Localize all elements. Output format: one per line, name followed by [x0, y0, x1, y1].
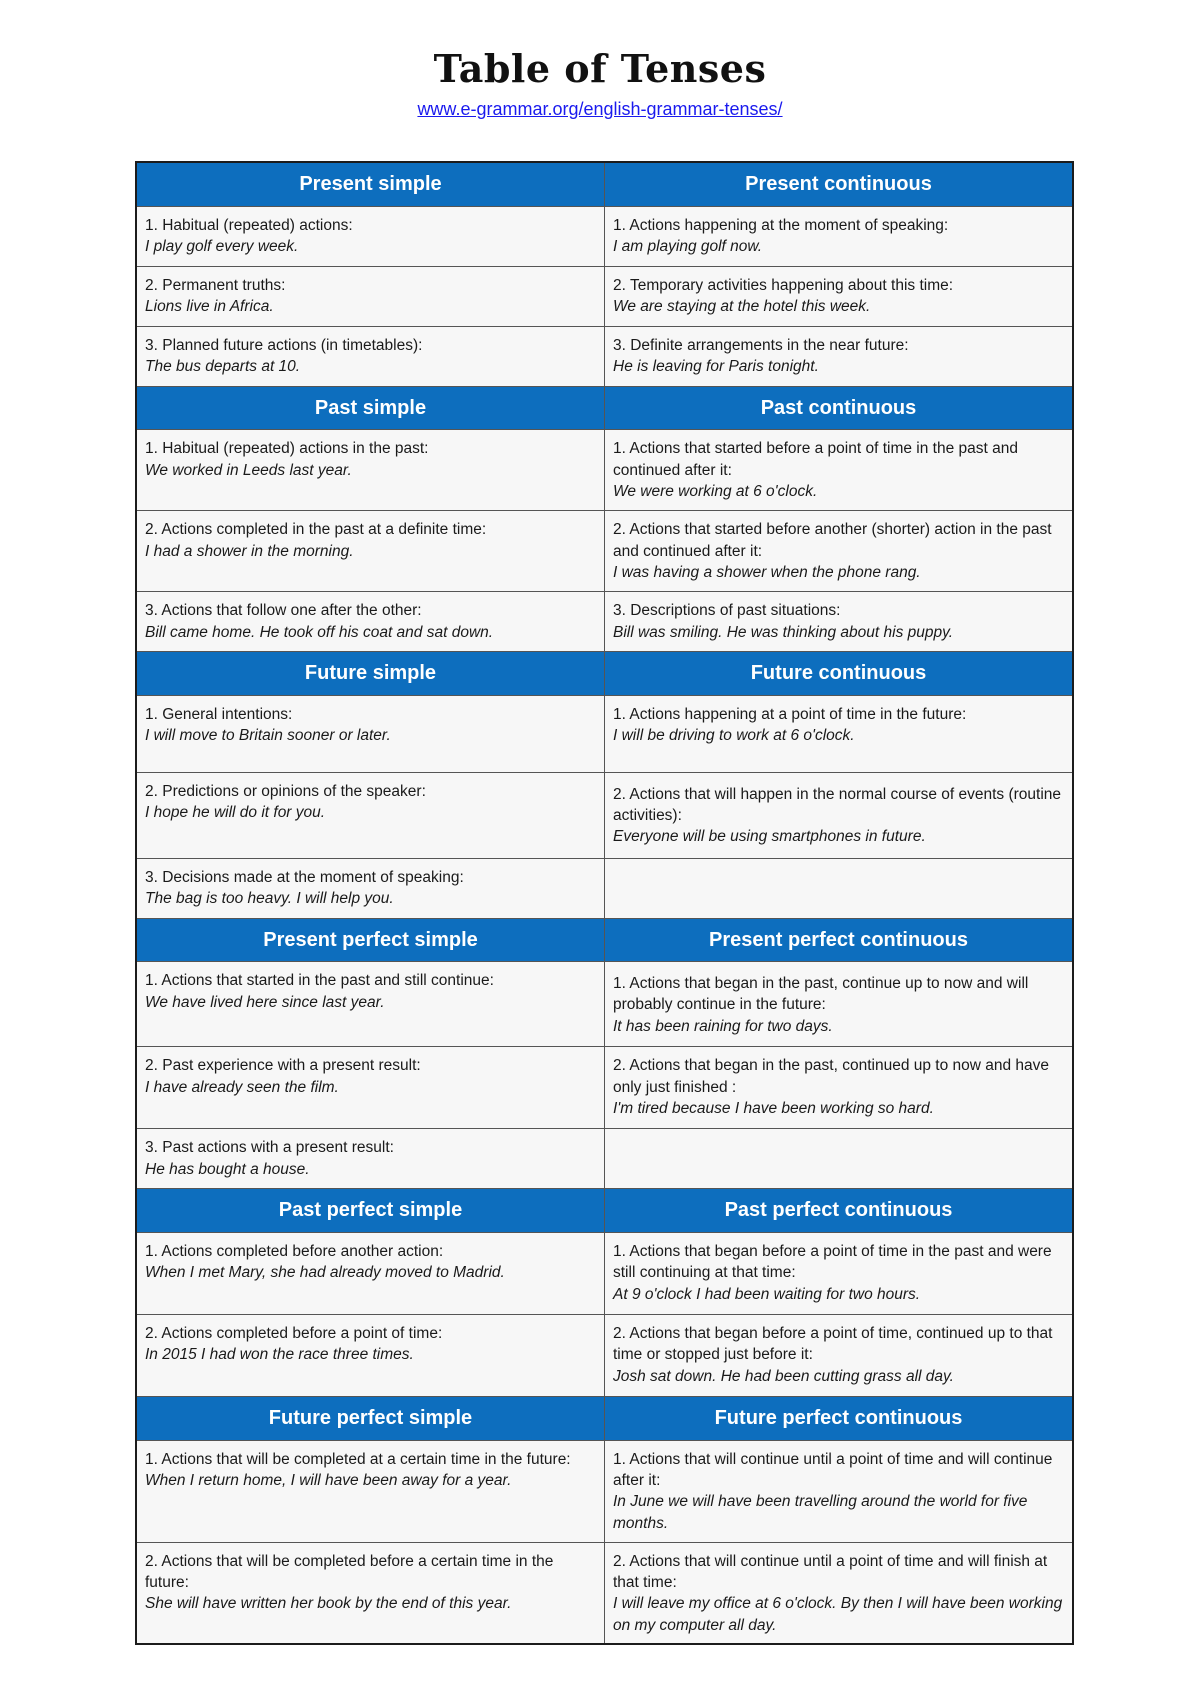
- table-cell-empty: [605, 858, 1074, 918]
- header-past-continuous: Past continuous: [605, 386, 1074, 430]
- cell-text: 2. Temporary activities happening about this time:: [613, 276, 954, 294]
- table-cell: [136, 858, 605, 918]
- cell-example: When I met Mary, she had already moved to Madrid.: [145, 1264, 505, 1282]
- cell-text: 2. Past experience with a present result:: [145, 1057, 421, 1075]
- tenses-table: [135, 161, 1074, 1645]
- cell-example: In June we will have been travelling around the world for five months.: [613, 1493, 1028, 1532]
- cell-text: 2. Actions that will be completed before a certain time in the future:: [145, 1552, 554, 1591]
- section-header-row: [136, 386, 1073, 430]
- cell-example: We are staying at the hotel this week.: [613, 297, 871, 315]
- header-future-simple: Future simple: [136, 652, 605, 696]
- table-row: [136, 206, 1073, 266]
- table-row: [136, 1314, 1073, 1396]
- cell-text: 1. Habitual (repeated) actions in the past:: [145, 440, 429, 458]
- header-future-continuous: Future continuous: [605, 652, 1074, 696]
- table-cell-empty: [605, 1129, 1074, 1189]
- table-cell: [136, 511, 605, 592]
- table-cell: [136, 1129, 605, 1189]
- cell-example: I am playing golf now.: [613, 237, 763, 255]
- header-present-perfect-continuous: Present perfect continuous: [605, 918, 1074, 962]
- table-row: [136, 592, 1073, 652]
- table-cell: [136, 1542, 605, 1644]
- cell-example: Josh sat down. He had been cutting grass all day.: [613, 1367, 954, 1385]
- cell-text: 1. General intentions:: [145, 705, 293, 723]
- cell-example: I had a shower in the morning.: [145, 542, 354, 560]
- cell-text: 1. Actions completed before another action:: [145, 1242, 444, 1260]
- cell-text: 1. Actions that will be completed at a certain time in the future:: [145, 1450, 571, 1468]
- cell-text: 2. Actions that began in the past, continued up to now and have only just finished :: [613, 1057, 1050, 1096]
- header-past-simple: Past simple: [136, 386, 605, 430]
- cell-text: 3. Planned future actions (in timetables):: [145, 336, 423, 354]
- table-cell: [605, 430, 1074, 511]
- table-cell: [605, 1542, 1074, 1644]
- cell-text: 1. Habitual (repeated) actions:: [145, 216, 353, 234]
- cell-text: 3. Descriptions of past situations:: [613, 602, 841, 620]
- cell-text: 2. Actions that started before another (shorter) action in the past and continued after it:: [613, 521, 1052, 560]
- cell-example: At 9 o'clock I had been waiting for two hours.: [613, 1285, 921, 1303]
- cell-text: 1. Actions happening at a point of time in the future:: [613, 705, 967, 723]
- cell-example: We worked in Leeds last year.: [145, 461, 352, 479]
- table-cell: [605, 1314, 1074, 1396]
- cell-text: 2. Actions completed before a point of time:: [145, 1324, 443, 1342]
- cell-example: He has bought a house.: [145, 1160, 310, 1178]
- cell-example: She will have written her book by the end of this year.: [145, 1595, 512, 1613]
- table-row: [136, 266, 1073, 326]
- cell-example: We were working at 6 o'clock.: [613, 482, 818, 500]
- table-row: [136, 962, 1073, 1047]
- table-row: [136, 858, 1073, 918]
- section-header-row: [136, 1396, 1073, 1440]
- table-cell: [605, 206, 1074, 266]
- section-header-row: [136, 918, 1073, 962]
- cell-text: 3. Decisions made at the moment of speaking:: [145, 868, 464, 886]
- cell-example: Bill was smiling. He was thinking about his puppy.: [613, 623, 954, 641]
- cell-example: The bag is too heavy. I will help you.: [145, 890, 394, 908]
- table-cell: [136, 1047, 605, 1129]
- table-cell: [136, 1232, 605, 1314]
- table-row: [136, 772, 1073, 858]
- table-cell: [136, 962, 605, 1047]
- table-row: [136, 1232, 1073, 1314]
- table-row: [136, 430, 1073, 511]
- header-future-perfect-continuous: Future perfect continuous: [605, 1396, 1074, 1440]
- cell-text: 2. Permanent truths:: [145, 276, 286, 294]
- cell-example: I will be driving to work at 6 o'clock.: [613, 727, 855, 745]
- table-cell: [605, 962, 1074, 1047]
- cell-example: He is leaving for Paris tonight.: [613, 357, 819, 375]
- table-cell: [605, 1047, 1074, 1129]
- cell-text: 1. Actions that began before a point of time in the past and were still continuing at that time:: [613, 1242, 1052, 1282]
- cell-example: Lions live in Africa.: [145, 297, 274, 315]
- table-cell: [136, 1440, 605, 1542]
- table-cell: [605, 326, 1074, 386]
- cell-text: 2. Actions completed in the past at a definite time:: [145, 521, 487, 539]
- table-cell: [136, 266, 605, 326]
- table-row: [136, 695, 1073, 772]
- header-present-simple: Present simple: [136, 162, 605, 206]
- cell-example: It has been raining for two days.: [613, 1017, 833, 1035]
- table-cell: [605, 592, 1074, 652]
- table-row: [136, 1047, 1073, 1129]
- cell-text: 2. Predictions or opinions of the speaker:: [145, 782, 426, 800]
- cell-example: When I return home, I will have been away for a year.: [145, 1471, 512, 1489]
- cell-example: The bus departs at 10.: [145, 357, 301, 375]
- cell-example: Everyone will be using smartphones in future.: [613, 828, 926, 846]
- cell-example: I have already seen the film.: [145, 1078, 339, 1096]
- cell-text: 1. Actions happening at the moment of speaking:: [613, 216, 949, 234]
- table-cell: [136, 1314, 605, 1396]
- cell-text: 2. Actions that began before a point of time, continued up to that time or stopped just before it:: [613, 1324, 1053, 1364]
- section-header-row: [136, 1189, 1073, 1233]
- table-cell: [136, 430, 605, 511]
- table-cell: [605, 772, 1074, 858]
- table-row: [136, 326, 1073, 386]
- cell-example: Bill came home. He took off his coat and sat down.: [145, 623, 494, 641]
- table-cell: [605, 511, 1074, 592]
- cell-text: 1. Actions that will continue until a point of time and will continue after it:: [613, 1450, 1053, 1489]
- cell-example: I hope he will do it for you.: [145, 804, 326, 822]
- cell-example: I was having a shower when the phone rang.: [613, 563, 921, 581]
- cell-text: 2. Actions that will happen in the normal course of events (routine activities):: [613, 785, 1062, 825]
- cell-example: We have lived here since last year.: [145, 993, 385, 1011]
- source-link-wrap: [0, 99, 1200, 120]
- section-header-row: [136, 162, 1073, 206]
- table-cell: [136, 592, 605, 652]
- cell-text: 1. Actions that began in the past, continue up to now and will probably continue in the future:: [613, 974, 1029, 1014]
- header-past-perfect-simple: Past perfect simple: [136, 1189, 605, 1233]
- table-cell: [605, 695, 1074, 772]
- table-row: [136, 511, 1073, 592]
- table-row: [136, 1129, 1073, 1189]
- table-row: [136, 1542, 1073, 1644]
- table-cell: [605, 1440, 1074, 1542]
- header-present-continuous: Present continuous: [605, 162, 1074, 206]
- cell-example: I will leave my office at 6 o'clock. By then I will have been working on my computer all day.: [613, 1595, 1063, 1634]
- cell-text: 1. Actions that started before a point of time in the past and continued after it:: [613, 440, 1018, 479]
- source-link[interactable]: www.e-grammar.org/english-grammar-tenses/: [417, 99, 783, 119]
- cell-example: I will move to Britain sooner or later.: [145, 727, 391, 745]
- section-header-row: [136, 652, 1073, 696]
- cell-example: In 2015 I had won the race three times.: [145, 1346, 414, 1364]
- table-cell: [605, 1232, 1074, 1314]
- table-row: [136, 1440, 1073, 1542]
- cell-example: I'm tired because I have been working so hard.: [613, 1100, 934, 1118]
- header-past-perfect-continuous: Past perfect continuous: [605, 1189, 1074, 1233]
- cell-text: 1. Actions that started in the past and still continue:: [145, 972, 494, 990]
- cell-text: 3. Definite arrangements in the near future:: [613, 336, 909, 354]
- cell-text: 2. Actions that will continue until a point of time and will finish at that time:: [613, 1552, 1048, 1591]
- table-cell: [136, 772, 605, 858]
- page-title: Table of Tenses: [433, 46, 767, 91]
- table-cell: [136, 326, 605, 386]
- cell-text: 3. Actions that follow one after the other:: [145, 602, 422, 620]
- header-present-perfect-simple: Present perfect simple: [136, 918, 605, 962]
- cell-example: I play golf every week.: [145, 237, 299, 255]
- table-cell: [605, 266, 1074, 326]
- header-future-perfect-simple: Future perfect simple: [136, 1396, 605, 1440]
- cell-text: 3. Past actions with a present result:: [145, 1139, 394, 1157]
- table-cell: [136, 695, 605, 772]
- table-cell: [136, 206, 605, 266]
